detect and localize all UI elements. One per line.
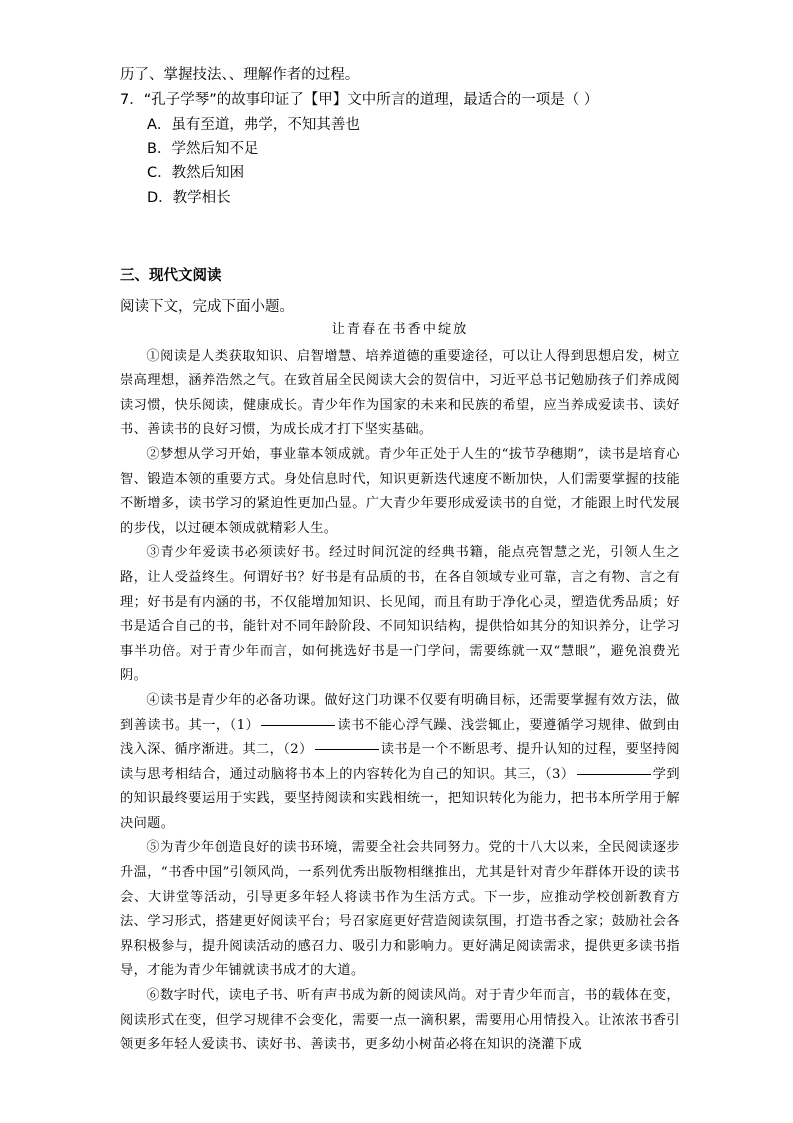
- option-a: A．虽有至道，弗学，不知其善也: [147, 117, 360, 133]
- reading-instruction: 阅读下文，完成下面小题。: [120, 299, 294, 315]
- paragraph-3: ③青少年爱读书必须读好书。经过时间沉淀的经典书籍，能点亮智慧之光，引领人生之路，让人受益终生。何谓好书？好书是有品质的书，在各自领域专业可靠，言之有物、言之有理；好书是有内涵的书，不仅能增加知识、长见闻，而且有助于净化心灵，塑造优秀品质；好书是适合自己的书，能针对不同年龄阶段、不同知识结构，提供恰如其分的知识养分，让学习事半功倍。对于青少年而言，如何挑选好书是一门学问，需要练就一双“慧眼”，避免浪费光阴。: [120, 545, 680, 684]
- option-c: C．教然后知困: [147, 165, 245, 181]
- article-title: 让青春在书香中绽放: [331, 322, 469, 337]
- fill-blank-3[interactable]: [577, 773, 651, 775]
- paragraph-4-part-a: ④读书是青少年的必备功课。做好这门功课不仅要有明确目标，还需要掌握有效方法，做到善读书。其一，（1）: [120, 692, 680, 733]
- section-heading: 三、现代文阅读: [120, 268, 222, 284]
- paragraph-1: ①阅读是人类获取知识、启智增慧、培养道德的重要途径，可以让人得到思想启发，树立崇高理想，涵养浩然之气。在致首届全民阅读大会的贺信中，习近平总书记勉励孩子们养成阅读习惯，快乐阅读，健康成长。青少年作为国家的未来和民族的希望，应当养成爱读书、读好书、善读书的良好习惯，为成长成才打下坚实基础。: [120, 348, 680, 438]
- fill-blank-1[interactable]: [261, 724, 335, 726]
- paragraph-4-part-d: 学到的知识最终要运用于实践，要坚持阅读和实践相统一，把知识转化为能力，把书本所学用于解决问题。: [120, 766, 680, 831]
- paragraph-5: ⑤为青少年创造良好的读书环境，需要全社会共同努力。党的十八大以来，全民阅读逐步升温，“书香中国”引领风尚，一系列优秀出版物相继推出，尤其是针对青少年群体开设的读书会、大讲堂等活动，引导更多年轻人将读书作为生活方式。下一步，应推动学校创新教育方法、学习形式，搭建更好阅读平台；号召家庭更好营造阅读氛围，打造书香之家；鼓励社会各界积极参与，提升阅读活动的感召力、吸引力和影响力。更好满足阅读需求，提供更多读书指导，才能为青少年铺就读书成才的大道。: [120, 840, 680, 979]
- fill-blank-2[interactable]: [315, 748, 379, 750]
- question-7-stem: 7．“孔子学琴”的故事印证了【甲】文中所言的道理，最适合的一项是（ ）: [120, 92, 599, 108]
- article: [120, 322, 680, 1058]
- option-d: D．教学相长: [147, 190, 231, 206]
- paragraph-4-part-b: 读书不能心浮气躁、浅尝辄止，要遵循学习规律、做到由浅入深、循序渐进。其二，（2）: [120, 717, 680, 758]
- option-b: B．学然后知不足: [147, 141, 259, 157]
- paragraph-4: [120, 689, 680, 837]
- paragraph-6: ⑥数字时代，读电子书、听有声书成为新的阅读风尚。对于青少年而言，书的载体在变，阅读形式在变，但学习规律不会变化，需要一点一滴积累，需要用心用情投入。让浓浓书香引领更多年轻人爱读书、读好书、善读书，更多幼小树苗必将在知识的浇灌下成: [120, 988, 680, 1053]
- paragraph-4-part-c: 读书是一个不断思考、提升认知的过程，要坚持阅读与思考相结合，通过动脑将书本上的内容转化为自己的知识。其三，（3）: [120, 742, 680, 782]
- paragraph-2: ②梦想从学习开始，事业靠本领成就。青少年正处于人生的“拔节孕穗期”，读书是培育心智、锻造本领的重要方式。身处信息时代，知识更新迭代速度不断加快，人们需要掌握的技能不断增多，读书学习的紧迫性更加凸显。广大青少年要形成爱读书的自觉，才能跟上时代发展的步伐，以过硬本领成就精彩人生。: [120, 446, 680, 536]
- continued-text-line: 历了、掌握技法、、理解作者的过程。: [120, 67, 360, 83]
